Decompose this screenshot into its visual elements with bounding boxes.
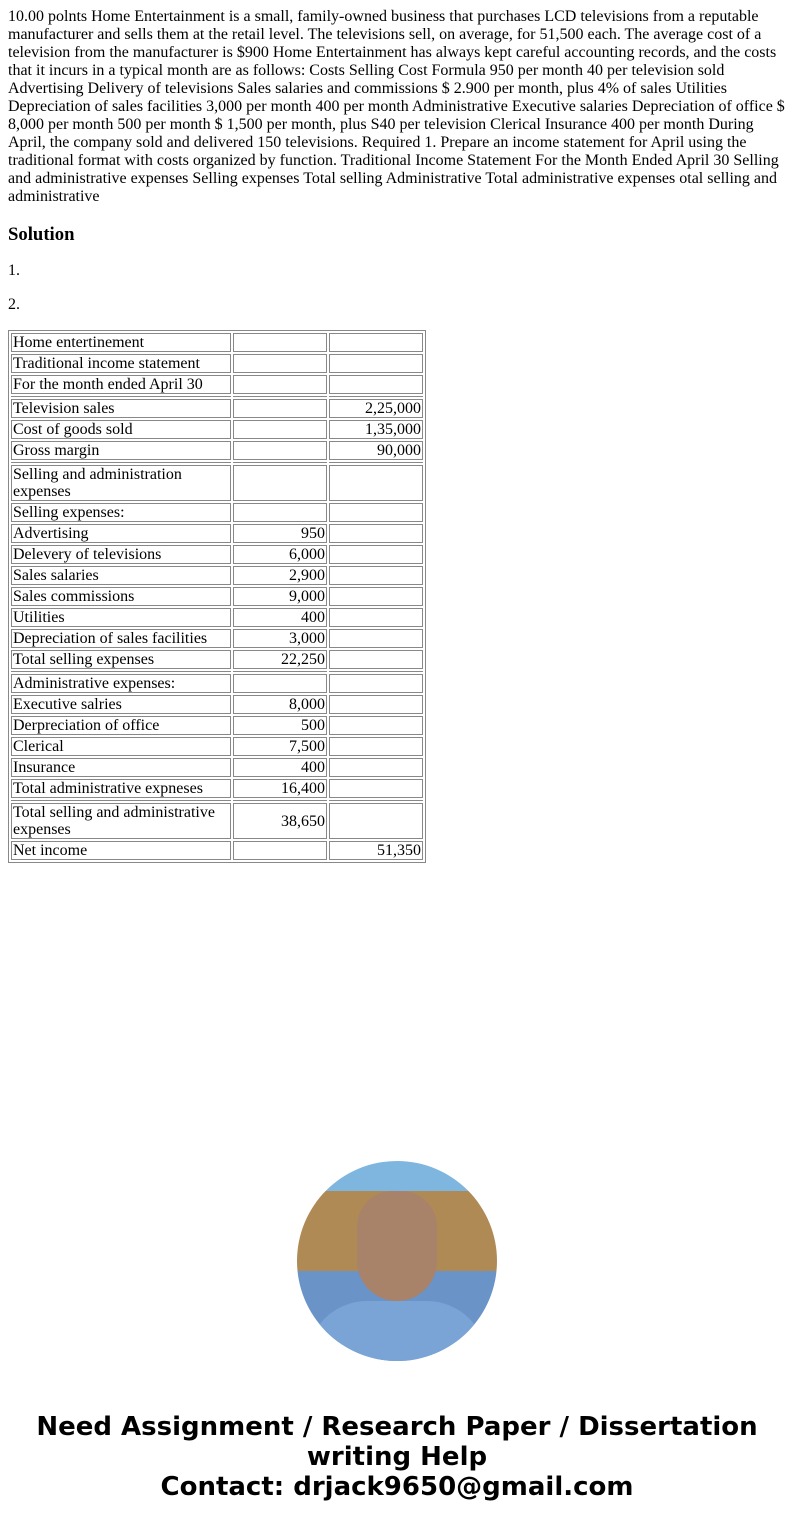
total-cell (329, 650, 423, 669)
table-row (11, 566, 423, 585)
separator-cell (233, 671, 327, 672)
total-cell (329, 545, 423, 564)
row-label: Insurance (11, 758, 231, 777)
amount-cell (233, 420, 327, 439)
amount-cell: 400 (233, 758, 327, 777)
table-row (11, 333, 423, 352)
separator-row (11, 396, 423, 397)
amount-cell: 6,000 (233, 545, 327, 564)
row-label: Total selling and administrative expenses (11, 803, 231, 839)
table-row (11, 587, 423, 606)
amount-cell: 38,650 (233, 803, 327, 839)
row-label: Derpreciation of office (11, 716, 231, 735)
row-label: Home entertinement (11, 333, 231, 352)
table-row (11, 503, 423, 522)
amount-cell: 400 (233, 608, 327, 627)
row-label: Selling expenses: (11, 503, 231, 522)
table-row (11, 803, 423, 839)
row-label: Administrative expenses: (11, 674, 231, 693)
separator-cell (11, 671, 231, 672)
separator-cell (11, 800, 231, 801)
total-cell (329, 803, 423, 839)
amount-cell: 22,250 (233, 650, 327, 669)
total-cell (329, 608, 423, 627)
table-row (11, 716, 423, 735)
total-cell (329, 758, 423, 777)
total-cell (329, 779, 423, 798)
total-cell (329, 716, 423, 735)
separator-row (11, 462, 423, 463)
solution-heading: Solution (8, 224, 75, 245)
separator-row (11, 671, 423, 672)
total-cell (329, 587, 423, 606)
total-cell (329, 524, 423, 543)
question-text: 10.00 polnts Home Entertainment is a small, family-owned business that purchases LCD televisions from a reputable manufacturer and sells them at the retail level. The televisions sell, on average, for 51,500 each. The average cost of a television from the manufacturer is $900 Home Entertainment has always kept careful accounting records, and the costs that it incurs in a typical month are as follows: Costs Selling Cost Formula 950 per month 40 per television sold Advertising Delivery of televisions Sales salaries and commissions $ 2.900 per month, plus 4% of sales Utilities Depreciation of sales facilities 3,000 per month 400 per month Administrative Executive salaries Depreciation of office $ 8,000 per month 500 per month $ 1,500 per month, plus S40 per television Clerical Insurance 400 per month During April, the company sold and delivered 150 televisions. Required 1. Prepare an income statement for April using the traditional format with costs organized by function. Traditional Income Statement For the Month Ended April 30 Selling and administrative expenses Selling expenses Total selling Administrative Total administrative expenses otal selling and administrative (8, 8, 785, 205)
amount-cell: 500 (233, 716, 327, 735)
total-cell (329, 354, 423, 373)
total-cell (329, 566, 423, 585)
row-label: For the month ended April 30 (11, 375, 231, 394)
step-1: 1. (8, 262, 20, 279)
separator-cell (11, 396, 231, 397)
total-cell: 2,25,000 (329, 399, 423, 418)
total-cell: 1,35,000 (329, 420, 423, 439)
total-cell (329, 674, 423, 693)
amount-cell (233, 354, 327, 373)
amount-cell (233, 375, 327, 394)
row-label: Television sales (11, 399, 231, 418)
amount-cell (233, 674, 327, 693)
amount-cell (233, 441, 327, 460)
separator-cell (233, 396, 327, 397)
step-2: 2. (8, 296, 20, 313)
total-cell (329, 503, 423, 522)
table-row (11, 695, 423, 714)
total-cell (329, 737, 423, 756)
table-row (11, 779, 423, 798)
footer-line-1: Need Assignment / Research Paper / Dissertation writing Help (36, 1412, 758, 1472)
row-label: Advertising (11, 524, 231, 543)
amount-cell: 3,000 (233, 629, 327, 648)
table-row (11, 629, 423, 648)
separator-cell (11, 462, 231, 463)
row-label: Utilities (11, 608, 231, 627)
separator-cell (233, 462, 327, 463)
income-statement-table (8, 330, 426, 863)
amount-cell: 16,400 (233, 779, 327, 798)
row-label: Total selling expenses (11, 650, 231, 669)
table-row (11, 354, 423, 373)
row-label: Gross margin (11, 441, 231, 460)
row-label: Depreciation of sales facilities (11, 629, 231, 648)
amount-cell (233, 503, 327, 522)
row-label: Selling and administration expenses (11, 465, 231, 501)
amount-cell (233, 465, 327, 501)
table-row (11, 737, 423, 756)
table-row (11, 758, 423, 777)
row-label: Clerical (11, 737, 231, 756)
table-row (11, 375, 423, 394)
row-label: Sales salaries (11, 566, 231, 585)
separator-cell (329, 671, 423, 672)
table-row (11, 841, 423, 860)
footer-line-2: Contact: drjack9650@gmail.com (160, 1472, 634, 1502)
table-row (11, 650, 423, 669)
amount-cell: 8,000 (233, 695, 327, 714)
total-cell (329, 695, 423, 714)
row-label: Cost of goods sold (11, 420, 231, 439)
total-cell: 90,000 (329, 441, 423, 460)
separator-cell (329, 800, 423, 801)
total-cell (329, 333, 423, 352)
table-row (11, 441, 423, 460)
amount-cell: 9,000 (233, 587, 327, 606)
row-label: Traditional income statement (11, 354, 231, 373)
total-cell (329, 629, 423, 648)
separator-row (11, 800, 423, 801)
row-label: Net income (11, 841, 231, 860)
table-row (11, 608, 423, 627)
row-label: Sales commissions (11, 587, 231, 606)
author-photo (297, 1161, 497, 1361)
table-row (11, 674, 423, 693)
row-label: Total administrative expneses (11, 779, 231, 798)
total-cell (329, 465, 423, 501)
table-row (11, 545, 423, 564)
table-row (11, 420, 423, 439)
total-cell (329, 375, 423, 394)
table-row (11, 524, 423, 543)
table-row (11, 465, 423, 501)
footer-ad (0, 1412, 794, 1502)
amount-cell (233, 333, 327, 352)
total-cell: 51,350 (329, 841, 423, 860)
separator-cell (329, 462, 423, 463)
separator-cell (233, 800, 327, 801)
amount-cell: 2,900 (233, 566, 327, 585)
amount-cell: 7,500 (233, 737, 327, 756)
amount-cell (233, 399, 327, 418)
separator-cell (329, 396, 423, 397)
row-label: Delevery of televisions (11, 545, 231, 564)
amount-cell: 950 (233, 524, 327, 543)
row-label: Executive salries (11, 695, 231, 714)
amount-cell (233, 841, 327, 860)
table-row (11, 399, 423, 418)
